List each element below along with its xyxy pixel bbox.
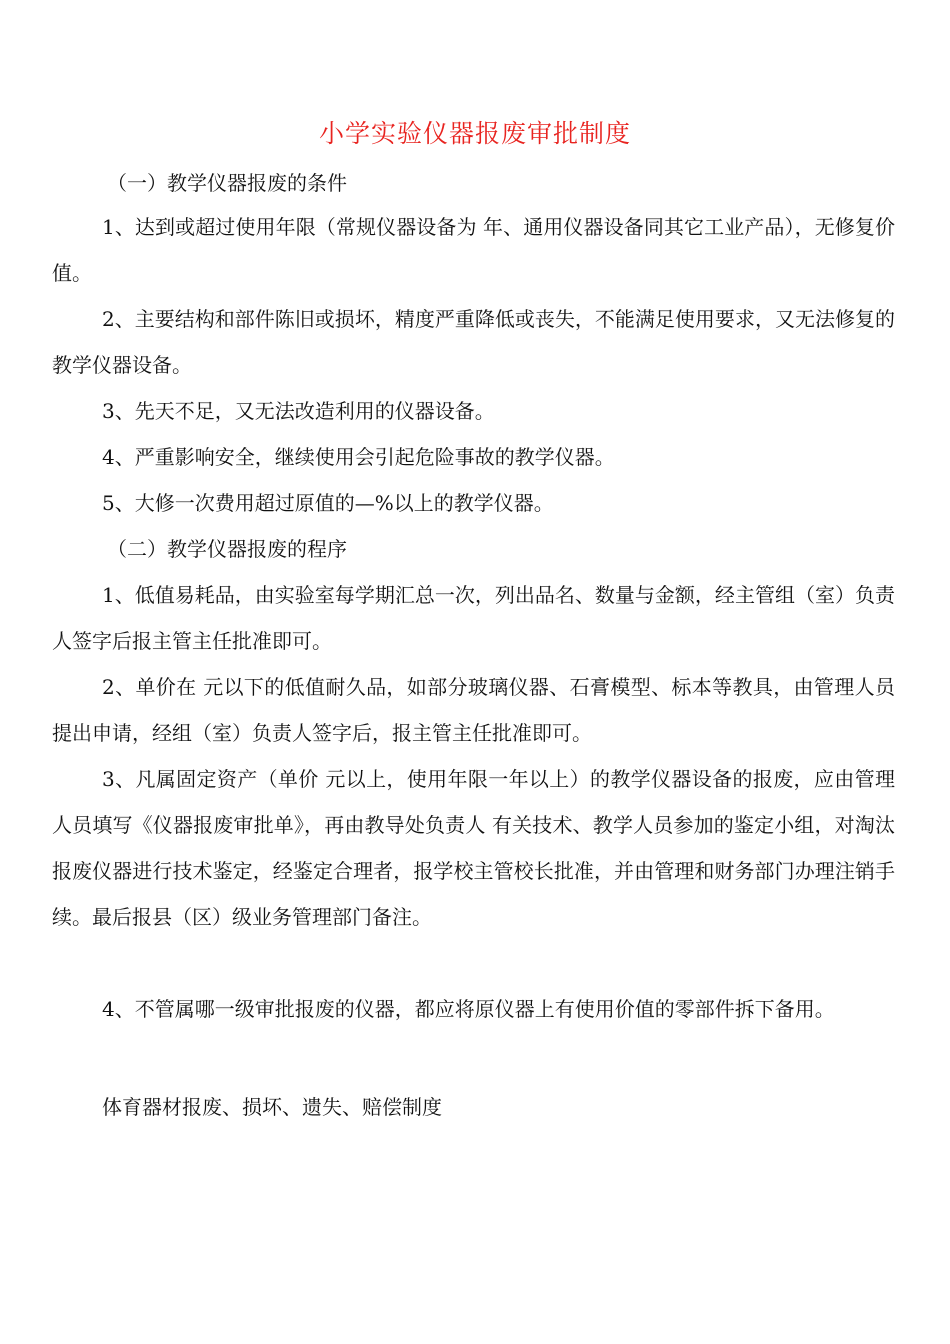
- procedure-item-1: 1、低值易耗品，由实验室每学期汇总一次，列出品名、数量与金额，经主管组（室）负责人签字后报主管主任批准即可。: [52, 583, 895, 653]
- closing-title: 体育器材报废、损坏、遗失、赔偿制度: [102, 1095, 442, 1119]
- section-heading-conditions: （一）教学仪器报废的条件: [107, 171, 347, 195]
- section-heading-procedure: （二）教学仪器报废的程序: [107, 537, 347, 561]
- condition-item-2: 2、主要结构和部件陈旧或损坏，精度严重降低或丧失，不能满足使用要求，又无法修复的教学仪器设备。: [52, 307, 895, 377]
- procedure-item-4: 4、不管属哪一级审批报废的仪器，都应将原仪器上有使用价值的零部件拆下备用。: [102, 997, 835, 1021]
- document-title: 小学实验仪器报废审批制度: [318, 119, 631, 148]
- condition-item-5: 5、大修一次费用超过原值的—%以上的教学仪器。: [102, 491, 554, 515]
- condition-item-3: 3、先天不足，又无法改造利用的仪器设备。: [102, 399, 495, 423]
- condition-item-4: 4、严重影响安全，继续使用会引起危险事故的教学仪器。: [102, 445, 615, 469]
- procedure-item-3: 3、凡属固定资产（单价 元以上，使用年限一年以上）的教学仪器设备的报废，应由管理人员填写《仪器报废审批单》，再由教导处负责人 有关技术、教学人员参加的鉴定小组，对淘汰报废仪器进行技术鉴定，经鉴定合理者，报学校主管校长批准，并由管理和财务部门办理注销手续。最后报县（区）级业务管理部门备注。: [52, 767, 895, 929]
- procedure-item-2: 2、单价在 元以下的低值耐久品，如部分玻璃仪器、石膏模型、标本等教具，由管理人员提出申请，经组（室）负责人签字后，报主管主任批准即可。: [52, 675, 895, 745]
- condition-item-1: 1、达到或超过使用年限（常规仪器设备为 年、通用仪器设备同其它工业产品），无修复价值。: [52, 215, 895, 285]
